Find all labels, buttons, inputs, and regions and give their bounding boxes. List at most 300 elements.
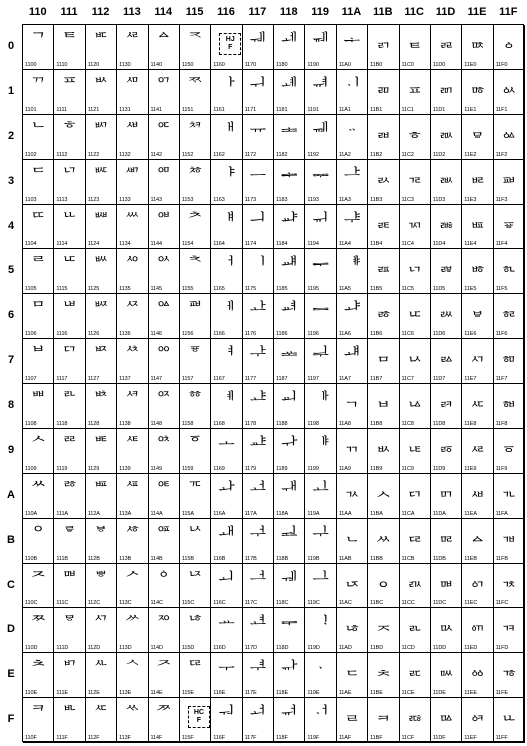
code-point-label: 1126 [87,331,100,338]
code-point-label: 113D [119,645,132,652]
code-point-label: 1118 [56,420,68,427]
jamo-glyph: ᆋ [280,524,298,545]
code-point-label: 1173 [244,196,257,203]
jamo-glyph: ᇊ [406,479,423,500]
code-point-cell [117,160,148,205]
jamo-glyph: ᅇ [155,345,172,366]
jamo-glyph: ᇦ [469,300,486,321]
code-point-cell [400,160,431,205]
code-point-label: 1132 [119,151,131,158]
jamo-glyph: ᆠ [343,31,361,51]
jamo-glyph: ᅙ [186,434,204,455]
jamo-glyph: ᆘ [312,390,329,410]
code-point-cell [54,653,85,698]
jamo-glyph: ᇷ [500,345,518,366]
code-point-cell [54,249,85,294]
jamo-glyph: ᅨ [218,390,235,410]
code-point-cell [337,339,368,384]
jamo-glyph: ᅺ [249,479,267,500]
code-point-label: 11D1 [432,106,446,113]
code-point-cell [274,384,305,429]
jamo-glyph: ᇸ [500,390,518,410]
jamo-glyph: ᆈ [280,390,298,410]
jamo-glyph: ᇎ [406,659,423,680]
code-point-cell [180,384,211,429]
code-point-label: 11F4 [495,241,508,248]
code-point-label: 110D [25,645,38,652]
code-point-label: 111C [56,600,69,607]
code-point-label: 1123 [87,196,100,203]
code-point-cell [86,474,117,519]
jamo-glyph: ᅀ [155,31,172,51]
code-point-cell [86,70,117,115]
code-point-label: 11CC [401,600,415,607]
code-point-cell [23,339,54,384]
code-point-cell [117,474,148,519]
code-point-label: 11E1 [464,106,477,113]
code-point-cell [243,294,274,339]
code-point-cell [462,205,493,250]
code-point-label: 11C9 [401,465,414,472]
code-point-cell [494,249,525,294]
code-point-cell [180,698,211,743]
code-point-cell [494,339,525,384]
code-point-cell [117,564,148,609]
jamo-glyph: ᆒ [312,120,329,141]
code-point-cell [149,474,180,519]
code-point-label: 1196 [307,331,319,338]
code-point-label: 115F [181,735,194,741]
jamo-glyph: ᆗ [312,345,329,366]
code-point-cell [86,698,117,743]
jamo-glyph: ᆎ [280,659,298,680]
jamo-glyph: ᄙ [61,434,78,455]
code-point-cell [23,294,54,339]
code-point-label: 1109 [25,465,37,472]
code-point-label: 119A [307,510,320,517]
code-point-label: 11E2 [464,151,477,158]
jamo-glyph: ᆥ [343,255,361,276]
code-point-label: 11A7 [338,376,351,382]
jamo-glyph: ᇭ [469,614,486,635]
jamo-glyph: ᇩ [469,434,486,455]
jamo-glyph: ᇤ [469,210,486,231]
code-point-label: 1187 [276,376,288,382]
code-point-cell [305,653,336,698]
code-point-label: 1172 [244,151,257,158]
code-point-cell [211,384,242,429]
jamo-glyph: ᆑ [312,75,329,96]
code-point-label: 117F [244,735,257,741]
column-header: 11D [435,6,456,18]
code-point-cell [54,564,85,609]
code-point-cell [54,608,85,653]
code-point-cell [117,115,148,160]
jamo-glyph: ᄍ [29,614,47,635]
jamo-glyph: ᅉ [155,434,172,455]
jamo-glyph: ᄔ [61,210,78,231]
code-point-cell [337,564,368,609]
code-point-cell [243,429,274,474]
code-point-label: 1127 [87,376,100,382]
code-point-cell [400,249,431,294]
code-point-label: 1162 [213,151,225,158]
code-point-cell [368,653,399,698]
code-point-cell [305,474,336,519]
code-point-label: 1157 [181,376,194,382]
row-header: B [7,533,15,546]
code-point-label: 1169 [213,465,225,472]
code-point-cell [400,339,431,384]
code-point-label: 11B9 [370,465,383,472]
code-point-cell [494,564,525,609]
code-point-label: 1175 [244,286,257,293]
code-point-cell [494,608,525,653]
code-point-label: 111F [56,735,68,741]
code-point-label: 11BA [370,510,383,517]
jamo-glyph: ᅦ [218,300,235,321]
jamo-glyph: ᇘ [437,390,455,410]
code-point-cell [23,115,54,160]
jamo-glyph: ᆛ [312,524,329,545]
jamo-glyph: ᅿ [249,704,267,725]
code-point-cell [368,519,399,564]
jamo-glyph: ᇍ [406,614,423,635]
code-point-label: 115B [181,555,194,562]
jamo-glyph: ᅍ [155,614,172,635]
code-point-label: 1106 [25,331,37,338]
code-point-label: 1194 [307,241,319,248]
code-point-cell [337,294,368,339]
code-point-cell [400,115,431,160]
code-point-label: 118B [276,555,289,562]
code-point-label: 11F7 [495,376,508,382]
jamo-glyph: ᆆ [280,300,298,321]
jamo-glyph: ᆂ [280,120,298,141]
code-point-label: 1168 [213,420,225,427]
jamo-glyph: ᅻ [249,524,267,545]
code-point-cell [149,115,180,160]
code-point-cell [274,698,305,743]
code-point-cell [431,294,462,339]
code-point-label: 117C [244,600,257,607]
jamo-glyph: ᆜ [312,569,329,590]
code-point-cell [149,429,180,474]
jamo-glyph: ᅫ [218,524,235,545]
code-point-label: 11DA [432,510,446,517]
code-point-cell [117,698,148,743]
jamo-glyph: ᆷ [375,345,392,366]
code-point-label: 11FD [495,645,509,652]
code-point-label: 110F [25,735,37,741]
code-point-label: 1182 [276,151,288,158]
code-point-cell [211,249,242,294]
code-point-label: 114C [150,600,163,607]
code-point-cell [180,653,211,698]
jamo-glyph: ᆃ [280,165,298,186]
code-point-label: 113E [119,690,132,697]
jamo-glyph: ᆍ [280,614,298,635]
jamo-glyph: ᄲ [124,120,141,141]
row-header: C [7,578,15,591]
code-point-label: 11CA [401,510,415,517]
code-point-cell [431,429,462,474]
jamo-glyph: ᆁ [280,75,298,96]
code-point-cell [243,339,274,384]
code-point-cell [117,653,148,698]
code-point-label: 11BF [370,735,383,741]
code-point-cell [494,25,525,70]
jamo-glyph: ᅾ [249,659,267,680]
jamo-glyph: ᇆ [406,300,423,321]
jamo-glyph: ᇹ [500,434,518,455]
code-point-cell [431,653,462,698]
code-point-label: 11D4 [432,241,446,248]
row-header: F [7,713,15,726]
code-point-label: 11EA [464,510,477,517]
code-point-label: 11BE [370,690,383,697]
jamo-glyph: ᆸ [375,390,392,410]
code-point-label: 11A9 [338,465,351,472]
code-point-label: 112C [87,600,101,607]
code-point-label: 118F [276,735,288,741]
code-point-cell [117,339,148,384]
code-point-label: 11B6 [370,331,383,338]
code-point-cell [305,249,336,294]
column-header: 117 [248,6,267,18]
code-point-cell [243,25,274,70]
code-point-label: 11AE [338,690,352,697]
code-point-cell [243,564,274,609]
code-point-cell [274,70,305,115]
jamo-glyph: ᅼ [249,569,267,590]
jamo-glyph: ᆧ [343,345,361,366]
code-point-label: 11AB [338,555,352,562]
code-point-cell [462,294,493,339]
row-header: 5 [7,264,15,277]
code-point-label: 1115 [56,286,68,293]
code-point-label: 11E7 [464,376,477,382]
code-point-label: 11ED [464,645,478,652]
code-point-cell [431,205,462,250]
code-point-cell [274,564,305,609]
code-point-label: 112B [87,555,100,562]
jamo-glyph: ᆶ [375,300,392,321]
jamo-glyph: ᆿ [375,704,392,725]
code-point-cell [431,160,462,205]
code-point-cell [462,519,493,564]
code-point-label: 1155 [181,286,194,293]
jamo-glyph: ᄌ [29,569,47,590]
jamo-glyph: ᅄ [155,210,172,231]
jamo-glyph: ᄹ [124,434,141,455]
jamo-glyph: ᇚ [437,479,455,500]
code-point-cell [462,474,493,519]
code-point-label: 117B [244,555,257,562]
code-point-cell [211,519,242,564]
code-point-label: 1149 [150,465,162,472]
jamo-glyph: ᅡ [218,75,235,96]
code-point-label: 11A2 [338,151,351,158]
code-point-label: 11DE [432,690,446,697]
code-point-label: 117A [244,510,257,517]
jamo-glyph: ᄏ [29,704,47,725]
jamo-glyph: ᄱ [124,75,141,96]
jamo-glyph: ᅶ [249,300,267,321]
code-point-label: 1129 [87,465,100,472]
filler-line-1: HJ [225,36,235,43]
code-point-label: 11D8 [432,420,446,427]
code-point-cell [368,160,399,205]
row-header: E [7,668,15,681]
code-point-cell [462,608,493,653]
code-point-label: 1188 [276,420,288,427]
code-point-cell [243,115,274,160]
code-point-cell [431,698,462,743]
code-point-label: 1119 [56,465,68,472]
code-point-label: 11C2 [401,151,414,158]
code-point-cell [23,608,54,653]
code-point-label: 11EE [464,690,477,697]
code-point-label: 1141 [150,106,162,113]
code-point-cell [431,25,462,70]
code-point-cell [400,653,431,698]
jamo-glyph: ᇖ [437,300,455,321]
code-point-cell [54,70,85,115]
code-point-cell [86,519,117,564]
column-header: 11A [341,6,362,18]
jamo-glyph: ᄭ [92,614,110,635]
filler-glyph [219,33,241,55]
jamo-glyph: ᅓ [186,165,204,186]
code-point-label: 1131 [119,106,131,113]
code-point-cell [368,474,399,519]
code-point-cell [243,160,274,205]
code-point-cell [54,339,85,384]
code-point-label: 1152 [181,151,194,158]
code-point-label: 1143 [150,196,162,203]
code-point-cell [23,564,54,609]
jamo-glyph: ᇏ [406,704,423,725]
code-point-cell [368,339,399,384]
code-point-label: 11D9 [432,465,446,472]
code-point-label: 119F [307,735,320,741]
jamo-glyph: ᇶ [500,300,518,321]
code-point-cell [337,608,368,653]
code-point-cell [180,339,211,384]
jamo-glyph: ᇃ [406,165,423,186]
code-point-cell [431,339,462,384]
code-point-label: 11FB [495,555,508,562]
code-point-cell [86,294,117,339]
code-point-label: 1148 [150,420,162,427]
column-header: 11E [467,6,487,18]
code-point-label: 116D [213,645,226,652]
jamo-glyph: ᄩ [92,434,110,455]
code-point-cell [462,249,493,294]
jamo-glyph: ᆮ [343,659,361,680]
code-point-label: 110A [25,510,38,517]
filler-line-1: HC [193,709,204,717]
jamo-glyph: ᆣ [343,165,361,186]
code-point-cell [368,429,399,474]
jamo-glyph: ᅋ [155,524,172,545]
filler-line-2: F [228,44,233,51]
jamo-glyph: ᆙ [312,434,329,455]
code-point-label: 11FA [495,510,508,517]
code-point-label: 11C0 [401,61,414,68]
jamo-glyph: ᆅ [280,255,298,276]
code-point-cell [462,564,493,609]
jamo-glyph: ᅛ [186,524,204,545]
jamo-glyph: ᄺ [124,479,141,500]
jamo-glyph: ᇒ [437,120,455,141]
code-point-label: 11FE [495,690,508,697]
code-point-cell [494,160,525,205]
code-point-label: 11C7 [401,376,414,382]
code-point-label: 1165 [213,286,225,293]
code-point-cell [243,70,274,115]
jamo-glyph: ᄯ [92,704,110,725]
code-point-cell [274,205,305,250]
code-point-cell [180,160,211,205]
code-point-cell [211,339,242,384]
jamo-glyph: ᅲ [249,120,267,141]
code-point-cell [431,115,462,160]
code-point-cell [54,474,85,519]
code-point-cell [494,294,525,339]
jamo-glyph: ᅰ [249,31,267,51]
jamo-glyph: ᇰ [500,31,518,51]
jamo-glyph: ᇯ [469,704,486,725]
code-point-label: 119E [307,690,320,697]
jamo-glyph: ᄀ [29,31,47,51]
code-point-cell [494,519,525,564]
jamo-glyph: ᅌ [155,569,172,590]
jamo-glyph: ᄨ [92,390,110,410]
code-point-cell [462,339,493,384]
code-point-label: 11C8 [401,420,414,427]
code-point-label: 1146 [150,331,162,338]
code-point-cell [149,564,180,609]
code-point-cell [180,294,211,339]
code-point-label: 112E [87,690,100,697]
jamo-glyph: ᇑ [437,75,455,96]
code-point-label: 1193 [307,196,319,203]
code-point-cell [337,653,368,698]
code-point-cell [211,294,242,339]
code-point-label: 1135 [119,286,131,293]
jamo-glyph: ᆌ [280,569,298,590]
code-point-cell [337,70,368,115]
code-point-cell [368,70,399,115]
code-point-label: 11C5 [401,286,414,293]
code-point-cell [86,205,117,250]
code-point-cell [86,249,117,294]
jamo-glyph: ᆽ [375,614,392,635]
jamo-glyph: ᅭ [218,614,235,635]
code-point-cell [117,249,148,294]
code-point-cell [431,519,462,564]
code-point-label: 1179 [244,465,257,472]
code-point-cell [86,653,117,698]
column-header: 113 [122,6,141,18]
code-point-label: 114B [150,555,163,562]
jamo-glyph: ᄮ [92,659,110,680]
jamo-glyph: ᇿ [500,704,518,725]
code-point-cell [86,25,117,70]
jamo-glyph: ᅆ [155,300,172,321]
